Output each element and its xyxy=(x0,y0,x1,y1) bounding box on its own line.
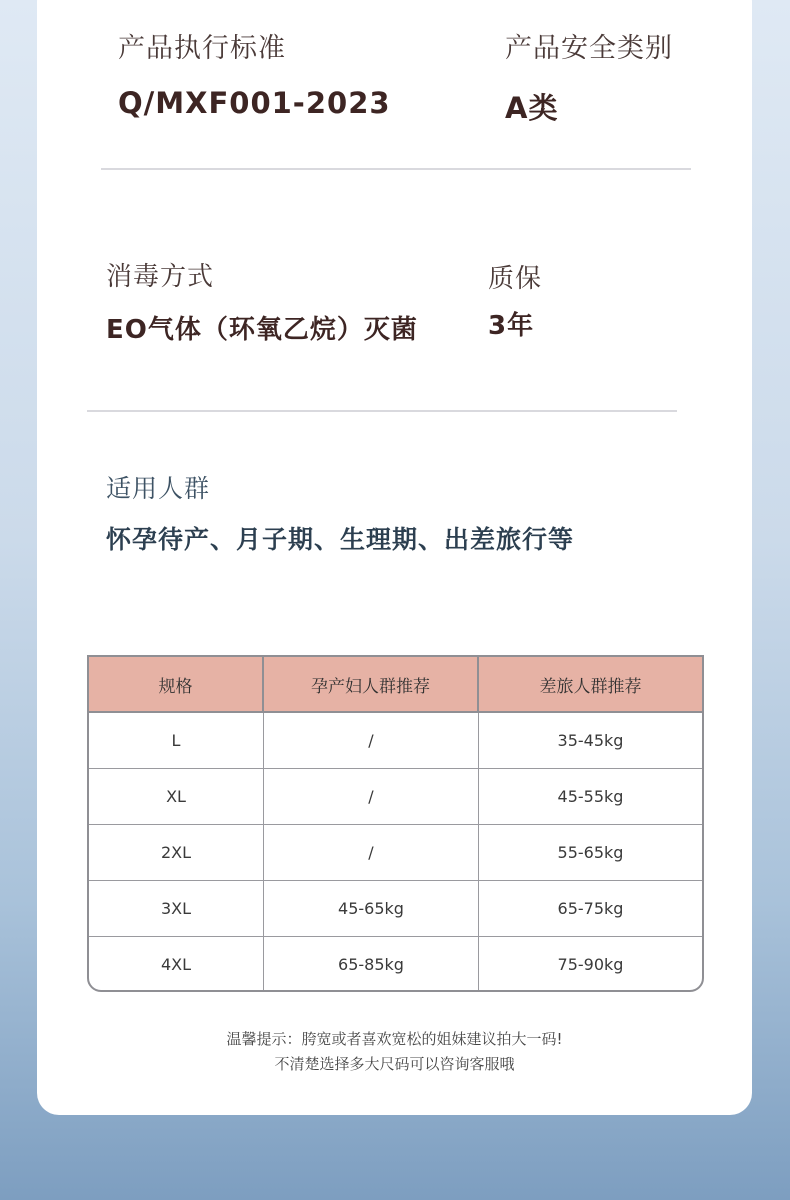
table-row xyxy=(89,713,702,769)
cell-travel: 75-90kg xyxy=(557,955,624,974)
table-row xyxy=(89,937,702,992)
disinfect-value: EO气体（环氧乙烷）灭菌 xyxy=(106,315,418,345)
cell-size: 2XL xyxy=(89,825,264,880)
cell-travel: 45-55kg xyxy=(557,787,624,806)
cell-maternity: 65-85kg xyxy=(264,937,479,992)
audience-value: 怀孕待产、月子期、生理期、出差旅行等 xyxy=(106,525,575,554)
cell-size: 3XL xyxy=(89,881,264,936)
standard-label: 产品执行标准 xyxy=(118,33,286,64)
safety-value: A类 xyxy=(505,91,559,125)
size-table xyxy=(87,655,704,992)
warranty-label: 质保 xyxy=(488,264,543,294)
cell-travel: 35-45kg xyxy=(557,731,624,750)
cell-size: L xyxy=(89,713,264,768)
cell-travel: 55-65kg xyxy=(557,843,624,862)
divider-1 xyxy=(101,168,691,170)
divider-2 xyxy=(87,410,677,412)
table-header-row xyxy=(89,657,702,713)
disinfect-label: 消毒方式 xyxy=(106,262,215,292)
table-row xyxy=(89,769,702,825)
cell-maternity: 45-65kg xyxy=(264,881,479,936)
warranty-value: 3年 xyxy=(488,311,535,341)
table-row xyxy=(89,881,702,937)
tip-line-1: 温馨提示：胯宽或者喜欢宽松的姐妹建议拍大一码! xyxy=(226,1030,563,1048)
audience-label: 适用人群 xyxy=(106,474,211,503)
standard-value: Q/MXF001-2023 xyxy=(118,86,391,120)
cell-size: 4XL xyxy=(89,937,264,992)
header-size: 规格 xyxy=(89,657,264,711)
header-travel: 差旅人群推荐 xyxy=(539,676,642,697)
cell-size: XL xyxy=(89,769,264,824)
header-maternity: 孕产妇人群推荐 xyxy=(264,657,479,711)
cell-maternity: / xyxy=(264,713,479,768)
cell-maternity: / xyxy=(264,825,479,880)
cell-maternity: / xyxy=(264,769,479,824)
tip-line-2: 不清楚选择多大尺码可以咨询客服哦 xyxy=(274,1055,515,1073)
cell-travel: 65-75kg xyxy=(557,899,624,918)
table-row xyxy=(89,825,702,881)
safety-label: 产品安全类别 xyxy=(505,33,673,64)
